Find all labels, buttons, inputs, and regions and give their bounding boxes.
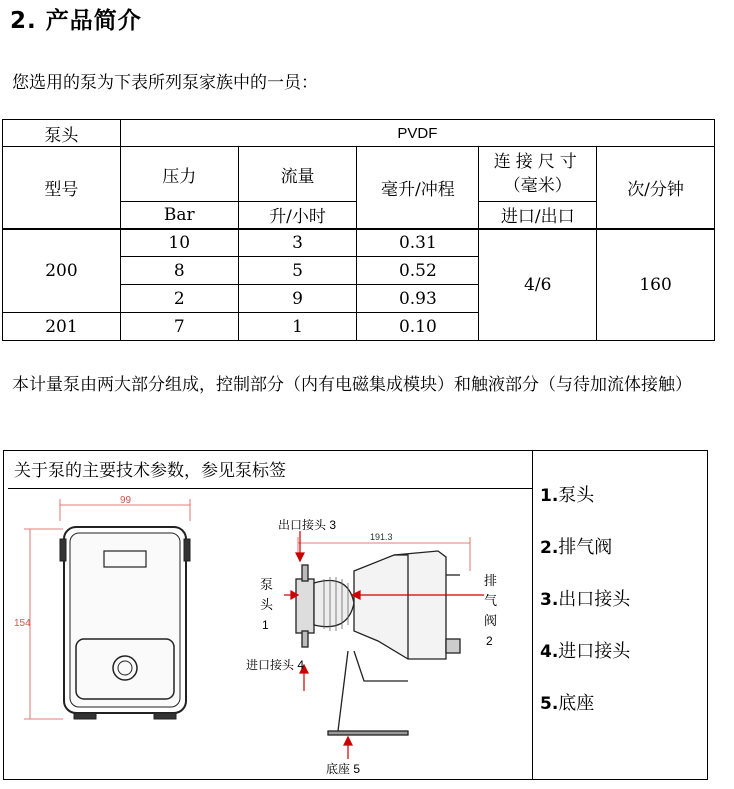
conn-label-line2: （毫米） xyxy=(503,176,572,196)
figure-caption: 关于泵的主要技术参数，参见泵标签 xyxy=(8,451,533,489)
freq-value: 160 xyxy=(597,229,715,341)
callout-vent-label-4: 2 xyxy=(486,634,493,648)
stroke-cell: 0.52 xyxy=(357,257,479,285)
stroke-cell: 0.31 xyxy=(357,229,479,257)
intro-text: 您选用的泵为下表所列泵家族中的一员： xyxy=(12,73,318,93)
callout-head-label-3: 1 xyxy=(262,618,269,632)
pressure-unit: Bar xyxy=(120,202,238,229)
pressure-label: 压力 xyxy=(120,147,238,202)
conn-value: 4/6 xyxy=(479,229,597,341)
pressure-cell: 8 xyxy=(120,257,238,285)
callout-vent-label-3: 阀 xyxy=(484,613,498,628)
legend-item: 2.排气阀 xyxy=(540,537,613,558)
pump-family-table xyxy=(2,119,715,341)
pump-figure-box xyxy=(3,450,708,780)
pump-drawing xyxy=(8,491,534,781)
stroke-cell: 0.93 xyxy=(357,285,479,313)
callout-inlet-label: 进口接头 4 xyxy=(246,658,305,672)
model-cell: 200 xyxy=(3,229,121,313)
model-label: 型号 xyxy=(3,147,121,229)
pump-head-label: 泵头 xyxy=(3,120,121,147)
pump-front-view xyxy=(60,527,190,719)
flow-label: 流量 xyxy=(238,147,357,202)
legend-item: 1.泵头 xyxy=(540,485,595,506)
pump-head-value: PVDF xyxy=(120,120,714,147)
dim-height-label: 154 xyxy=(14,618,31,629)
flow-cell: 5 xyxy=(238,257,357,285)
dim-length-label: 191.3 xyxy=(370,532,393,542)
pressure-cell: 10 xyxy=(120,229,238,257)
callout-base-label: 底座 5 xyxy=(326,762,361,776)
freq-label: 次/分钟 xyxy=(597,147,715,229)
callout-head-label-2: 头 xyxy=(260,597,274,612)
conn-label xyxy=(479,147,597,202)
callout-vent-label-2: 气 xyxy=(484,593,498,608)
legend-item: 5.底座 xyxy=(540,693,595,714)
flow-cell: 9 xyxy=(238,285,357,313)
legend-item: 4.进口接头 xyxy=(540,641,631,662)
flow-unit: 升/小时 xyxy=(238,202,357,229)
flow-cell: 3 xyxy=(238,229,357,257)
dim-width-label: 99 xyxy=(120,495,132,506)
section-heading: 2. 产品简介 xyxy=(10,8,142,34)
pressure-cell: 2 xyxy=(120,285,238,313)
callout-outlet-label: 出口接头 3 xyxy=(278,518,337,532)
callout-vent-label-1: 排 xyxy=(484,573,498,588)
model-cell: 201 xyxy=(3,313,121,341)
composition-paragraph: 本计量泵由两大部分组成，控制部分（内有电磁集成模块）和触液部分（与待加流体接触） xyxy=(12,375,692,395)
callout-head-label-1: 泵 xyxy=(260,577,274,592)
flow-cell: 1 xyxy=(238,313,357,341)
pressure-cell: 7 xyxy=(120,313,238,341)
pump-side-view xyxy=(296,551,460,735)
conn-label-line1: 连接尺寸 xyxy=(493,152,582,172)
stroke-label: 毫升/冲程 xyxy=(357,147,479,229)
conn-unit: 进口/出口 xyxy=(479,202,597,229)
stroke-cell: 0.10 xyxy=(357,313,479,341)
legend-item: 3.出口接头 xyxy=(540,589,631,610)
